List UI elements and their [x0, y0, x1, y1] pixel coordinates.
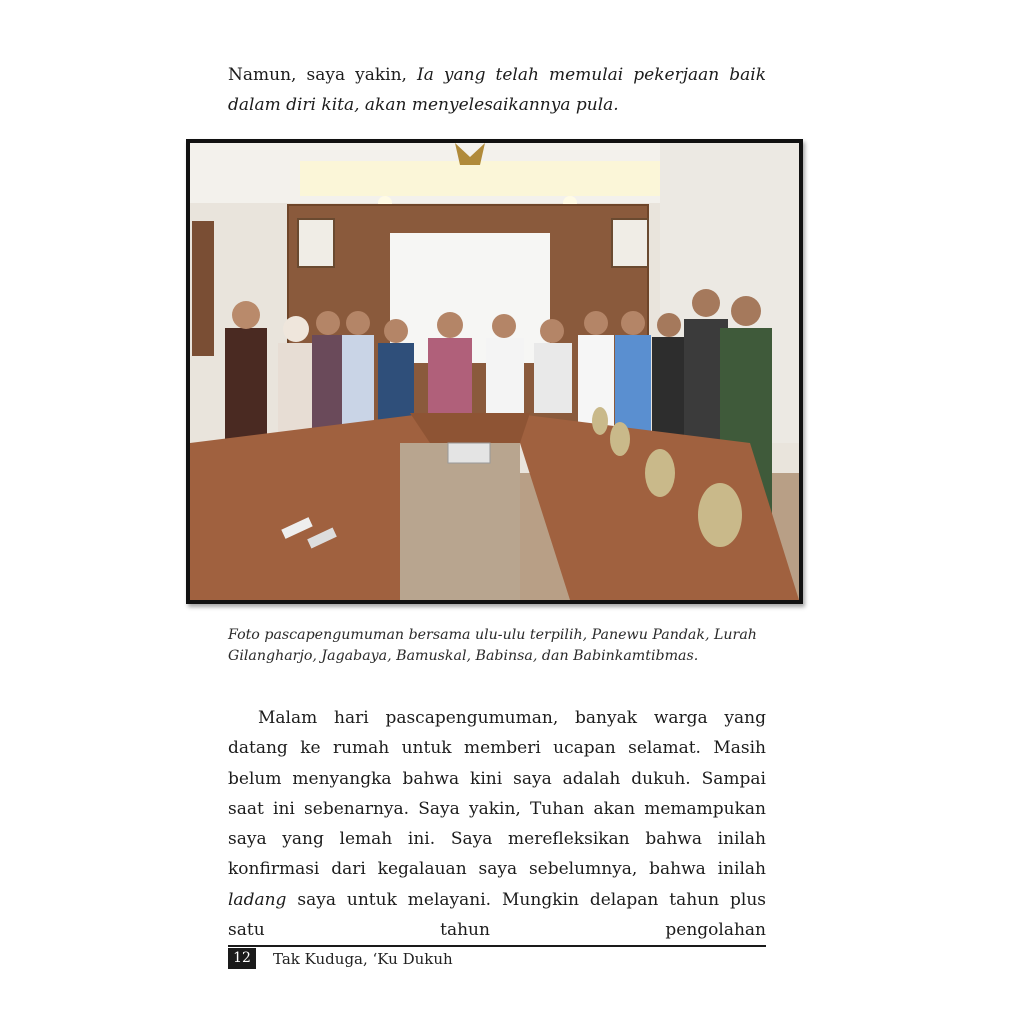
body-text-part2: saya untuk melayani. Mungkin delapan tahun plus satu tahun pengolahan	[228, 889, 766, 941]
footer-rule	[228, 945, 766, 947]
body-paragraph	[228, 703, 766, 945]
ceiling-light-panel	[300, 161, 670, 196]
projector	[448, 443, 490, 463]
wall-hanging	[192, 221, 214, 356]
body-text	[228, 703, 766, 945]
body-text-italic: ladang	[228, 889, 287, 910]
photo-caption: Foto pascapengumuman bersama ulu-ulu terpilih, Panewu Pandak, Lurah Gilangharjo, Jagabaya, Bamuskal, Babinsa, dan Babinkamtibmas.	[228, 627, 757, 664]
body-text-part1: Malam hari pascapengumuman, banyak warga yang datang ke rumah untuk memberi ucapan selamat. Masih belum menyangka bahwa kini saya adalah dukuh. Sampai saat ini sebenarnya. Saya yakin, Tuhan akan memampukan saya yang lemah ini. Saya merefleksikan bahwa inilah konfirmasi dari kegalauan saya sebelumnya, bahwa inilah	[228, 708, 766, 880]
portrait-frame	[298, 219, 334, 267]
group-photo-illustration	[190, 143, 799, 600]
intro-paragraph	[228, 60, 766, 120]
intro-lead: Namun, saya yakin,	[228, 65, 417, 85]
group-photo	[186, 139, 803, 604]
portrait-frame	[612, 219, 648, 267]
running-title: Tak Kuduga, ‘Ku Dukuh	[273, 950, 453, 968]
intro-quote: Ia yang telah memulai pekerjaan baik dalam diri kita, akan menyelesaikannya pula.	[228, 65, 766, 115]
page-number: 12	[228, 948, 256, 969]
